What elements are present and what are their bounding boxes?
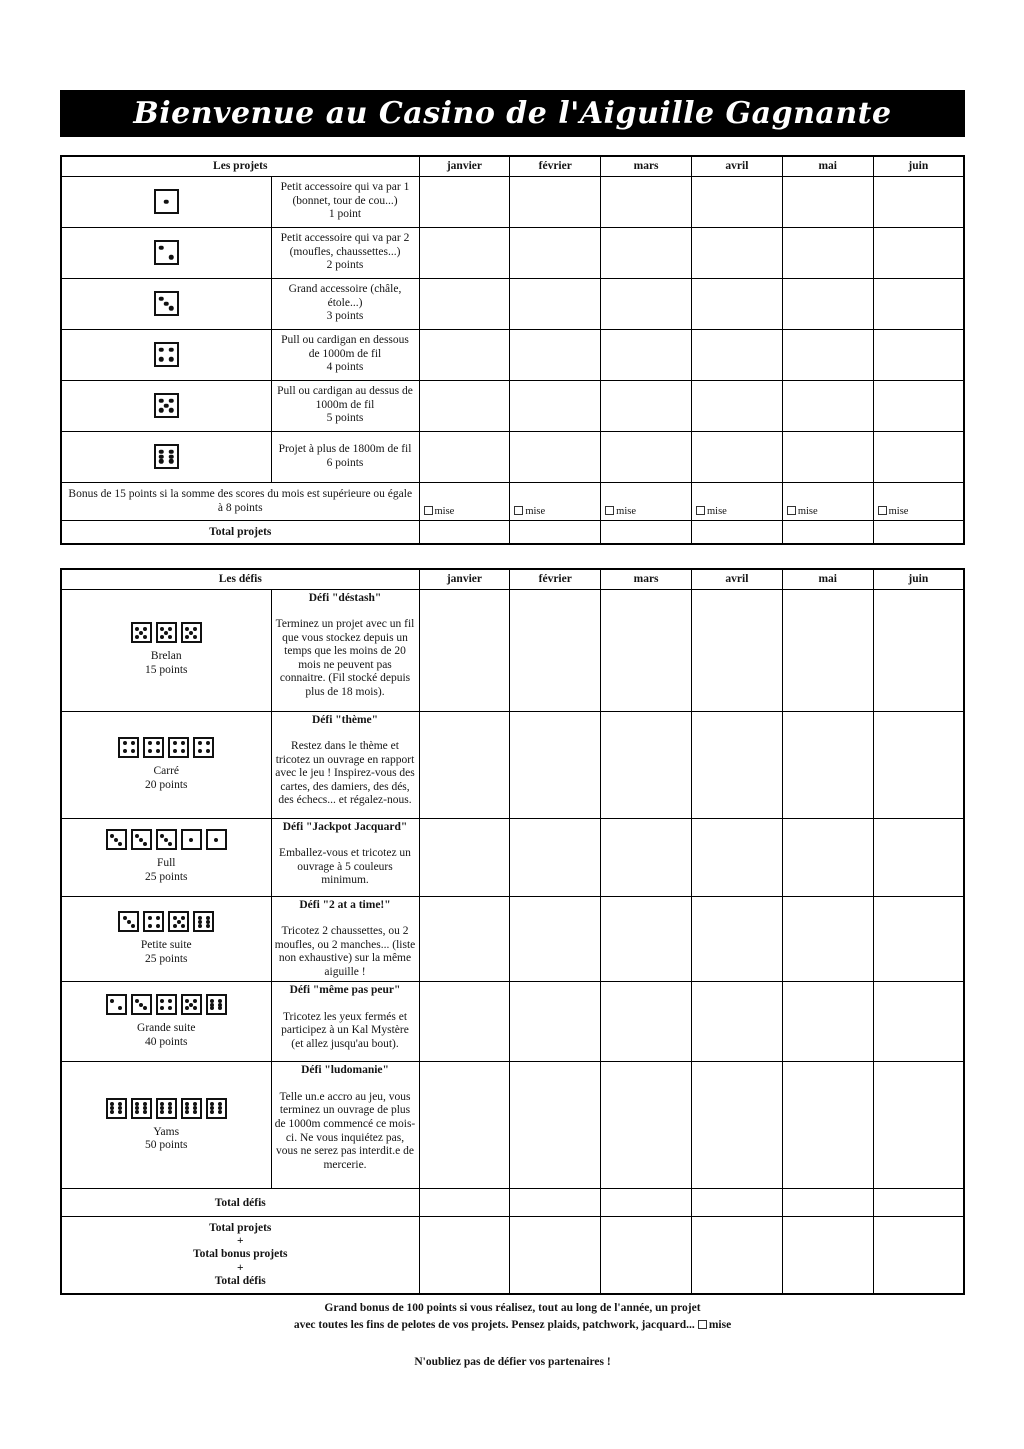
die-face-4: [156, 994, 177, 1015]
total-score-cell-juin: [873, 520, 964, 544]
project-points: 3 points: [326, 310, 364, 323]
total-score-cell-février: [510, 1189, 601, 1217]
die-face-3: [131, 994, 152, 1015]
total-score-cell-mars: [601, 1217, 692, 1294]
project-dice-cell: [61, 329, 271, 380]
score-cell-mars: [601, 278, 692, 329]
project-description: Projet à plus de 1800m de fil: [278, 442, 412, 455]
grand-total-row: [61, 1217, 964, 1294]
reminder-text: N'oubliez pas de défier vos partenaires !: [414, 1355, 611, 1368]
mise-cell-mai: [782, 482, 873, 520]
total-score-cell-février: [510, 520, 601, 544]
challenge-description-cell: [271, 982, 419, 1062]
challenge-name: Petite suite: [140, 939, 192, 952]
grand-bonus-line2-text: avec toutes les fins de pelotes de vos projets. Pensez plaids, patchwork, jacquard...: [293, 1318, 695, 1331]
month-header-février: février: [510, 569, 601, 589]
month-header-mai: mai: [782, 569, 873, 589]
challenge-text: Restez dans le thème et tricotez un ouvrage en rapport avec le jeu ! Inspirez-vous des cartes, des damiers, des dés, des échecs... et régalez-nous.: [275, 740, 415, 807]
mise-checkbox[interactable]: [878, 506, 887, 515]
project-dice-cell: [61, 380, 271, 431]
month-header-juin: juin: [873, 156, 964, 176]
project-description-cell: [271, 380, 419, 431]
die-face-6: [206, 1098, 227, 1119]
score-cell-février: [510, 227, 601, 278]
score-cell-avril: [691, 380, 782, 431]
total-score-cell-mars: [601, 1189, 692, 1217]
project-row: [61, 380, 964, 431]
score-cell-février: [510, 380, 601, 431]
challenge-text: Telle un.e accro au jeu, vous terminez un ouvrage de plus de 1000m commencé ce mois-ci. Ne vous inquiétez pas, vous ne serez pas interdit.e de mercerie.: [274, 1090, 416, 1171]
project-row: [61, 227, 964, 278]
die-face-2: [106, 994, 127, 1015]
challenge-name: Carré: [153, 764, 180, 777]
score-cell-mai: [782, 818, 873, 896]
score-cell-février: [510, 982, 601, 1062]
challenge-dice: [104, 1098, 229, 1119]
total-score-cell-juin: [873, 1217, 964, 1294]
total-score-cell-mai: [782, 1217, 873, 1294]
project-description: Petit accessoire qui va par 2 (moufles, chaussettes...): [280, 231, 410, 258]
die-face-6: [106, 1098, 127, 1119]
challenge-name: Grande suite: [137, 1022, 196, 1035]
mise-label: mise: [434, 505, 455, 517]
die-face-4: [168, 737, 189, 758]
score-cell-mai: [782, 589, 873, 711]
total-score-cell-avril: [691, 1189, 782, 1217]
challenge-description-cell: [271, 896, 419, 982]
score-cell-mars: [601, 711, 692, 818]
challenge-row: [61, 982, 964, 1062]
score-cell-mai: [782, 1062, 873, 1189]
month-header-avril: avril: [691, 569, 782, 589]
score-cell-avril: [691, 329, 782, 380]
month-header-janvier: janvier: [419, 569, 510, 589]
grand-bonus-line1: Grand bonus de 100 points si vous réalisez, tout au long de l'année, un projet: [324, 1301, 701, 1314]
mise-cell-février: [510, 482, 601, 520]
challenge-dice-cell: [61, 1062, 271, 1189]
die-face-4: [143, 737, 164, 758]
score-cell-mai: [782, 896, 873, 982]
challenge-name: Full: [156, 857, 176, 870]
score-cell-juin: [873, 329, 964, 380]
score-cell-mars: [601, 329, 692, 380]
challenge-row: [61, 1062, 964, 1189]
project-description-cell: [271, 227, 419, 278]
score-cell-mars: [601, 982, 692, 1062]
grand-total-label: [61, 1217, 419, 1294]
challenge-dice: [104, 994, 229, 1015]
score-cell-février: [510, 278, 601, 329]
challenge-points: 25 points: [145, 871, 188, 883]
score-cell-février: [510, 589, 601, 711]
score-cell-janvier: [419, 329, 510, 380]
score-cell-février: [510, 176, 601, 227]
challenge-description-cell: [271, 1062, 419, 1189]
score-cell-janvier: [419, 1062, 510, 1189]
challenges-total-label: Total défis: [61, 1189, 419, 1217]
score-cell-mars: [601, 176, 692, 227]
score-cell-mars: [601, 227, 692, 278]
challenge-text: Tricotez les yeux fermés et participez à un Kal Mystère (et allez jusqu'au bout).: [281, 1010, 409, 1050]
score-cell-juin: [873, 1062, 964, 1189]
mise-label: mise: [797, 505, 818, 517]
challenge-name: Yams: [153, 1125, 180, 1138]
score-cell-avril: [691, 589, 782, 711]
die-face-4: [193, 737, 214, 758]
die-face-6: [181, 1098, 202, 1119]
die-face-6: [131, 1098, 152, 1119]
content: [60, 0, 965, 1368]
score-cell-mai: [782, 431, 873, 482]
total-score-cell-mars: [601, 520, 692, 544]
score-cell-janvier: [419, 176, 510, 227]
project-points: 6 points: [326, 456, 364, 469]
total-score-cell-mai: [782, 1189, 873, 1217]
projects-table: [60, 155, 965, 545]
project-description-cell: [271, 329, 419, 380]
grand-bonus-note: [60, 1300, 965, 1334]
score-cell-janvier: [419, 982, 510, 1062]
project-description: Petit accessoire qui va par 1 (bonnet, tour de cou...): [280, 180, 410, 207]
score-cell-juin: [873, 896, 964, 982]
score-cell-mai: [782, 982, 873, 1062]
project-row: [61, 431, 964, 482]
grand-total-line: +: [236, 1261, 244, 1274]
challenge-row: [61, 711, 964, 818]
challenge-row: [61, 818, 964, 896]
project-row: [61, 329, 964, 380]
die-face-6: [193, 911, 214, 932]
project-row: [61, 176, 964, 227]
score-cell-mai: [782, 227, 873, 278]
project-points: 5 points: [326, 412, 364, 425]
score-cell-février: [510, 329, 601, 380]
score-cell-mars: [601, 380, 692, 431]
project-description-cell: [271, 431, 419, 482]
spacer: [60, 137, 965, 155]
projects-header-row: [61, 156, 964, 176]
score-cell-janvier: [419, 380, 510, 431]
challenge-title: Défi "même pas peur": [289, 984, 401, 997]
spacer: [60, 545, 965, 568]
challenge-text: Tricotez 2 chaussettes, ou 2 moufles, ou 2 manches... (liste non exhaustive) sur la même aiguille !: [274, 925, 416, 978]
total-score-cell-janvier: [419, 1189, 510, 1217]
challenge-dice: [116, 737, 216, 758]
title-banner: [60, 90, 965, 137]
mise-cell-juin: [873, 482, 964, 520]
project-dice: [152, 291, 181, 316]
month-header-mars: mars: [601, 156, 692, 176]
score-cell-janvier: [419, 589, 510, 711]
score-cell-mai: [782, 711, 873, 818]
challenges-header-row: [61, 569, 964, 589]
score-cell-avril: [691, 1062, 782, 1189]
grand-total-line: Total projets: [209, 1222, 272, 1235]
challenge-description-cell: [271, 818, 419, 896]
score-cell-janvier: [419, 818, 510, 896]
score-cell-janvier: [419, 431, 510, 482]
mise-checkbox[interactable]: [787, 506, 796, 515]
mise-cell-mars: [601, 482, 692, 520]
score-cell-juin: [873, 278, 964, 329]
score-cell-mai: [782, 278, 873, 329]
challenge-description-cell: [271, 711, 419, 818]
month-header-janvier: janvier: [419, 156, 510, 176]
challenge-points: 50 points: [145, 1139, 188, 1152]
die-face-3: [118, 911, 139, 932]
project-row: [61, 278, 964, 329]
mise-label: mise: [706, 505, 727, 517]
grand-total-line: Total bonus projets: [192, 1248, 288, 1261]
challenge-dice: [116, 911, 216, 932]
score-cell-avril: [691, 431, 782, 482]
score-cell-mars: [601, 1062, 692, 1189]
project-dice: [152, 342, 181, 367]
mise-checkbox[interactable]: [514, 506, 523, 515]
challenge-title: Défi "déstash": [308, 591, 382, 604]
score-cell-mai: [782, 380, 873, 431]
challenge-dice-cell: [61, 818, 271, 896]
mise-label: mise: [525, 505, 546, 517]
challenge-row: [61, 896, 964, 982]
mise-cell-janvier: [419, 482, 510, 520]
score-cell-juin: [873, 380, 964, 431]
project-dice: [152, 189, 181, 214]
total-score-cell-juin: [873, 1189, 964, 1217]
die-face-1: [181, 829, 202, 850]
challenge-text: Emballez-vous et tricotez un ouvrage à 5 couleurs minimum.: [279, 847, 411, 887]
score-cell-mai: [782, 176, 873, 227]
project-description-cell: [271, 278, 419, 329]
die-face-5: [181, 994, 202, 1015]
score-cell-janvier: [419, 227, 510, 278]
score-cell-avril: [691, 982, 782, 1062]
score-cell-février: [510, 711, 601, 818]
challenges-section-title: Les défis: [61, 569, 419, 589]
grand-bonus-mise-label: mise: [708, 1318, 732, 1331]
mise-label: mise: [616, 505, 636, 517]
month-header-mars: mars: [601, 569, 692, 589]
die-face-4: [118, 737, 139, 758]
score-cell-avril: [691, 818, 782, 896]
project-dice-cell: [61, 227, 271, 278]
project-dice-cell: [61, 431, 271, 482]
die-face-4: [154, 342, 179, 367]
score-cell-avril: [691, 278, 782, 329]
die-face-2: [154, 240, 179, 265]
challenge-description-cell: [271, 589, 419, 711]
die-face-6: [206, 994, 227, 1015]
score-cell-avril: [691, 227, 782, 278]
score-cell-juin: [873, 818, 964, 896]
score-cell-juin: [873, 176, 964, 227]
project-points: 1 point: [328, 208, 362, 221]
challenge-dice-cell: [61, 896, 271, 982]
challenges-table: [60, 568, 965, 1295]
month-header-avril: avril: [691, 156, 782, 176]
projects-total-label: Total projets: [61, 520, 419, 544]
score-cell-janvier: [419, 278, 510, 329]
die-face-6: [154, 444, 179, 469]
bonus-row: [61, 482, 964, 520]
score-cell-janvier: [419, 896, 510, 982]
challenge-title: Défi "2 at a time!": [299, 898, 391, 911]
project-description: Pull ou cardigan au dessus de 1000m de fil: [277, 384, 413, 411]
mise-label: mise: [888, 505, 909, 517]
score-cell-avril: [691, 896, 782, 982]
challenge-dice-cell: [61, 711, 271, 818]
grand-bonus-line2: [60, 1317, 965, 1334]
grand-total-line: +: [236, 1235, 244, 1248]
die-face-5: [154, 393, 179, 418]
score-cell-avril: [691, 711, 782, 818]
score-cell-juin: [873, 982, 964, 1062]
grand-bonus-mise-checkbox[interactable]: [698, 1320, 707, 1329]
grand-total-line: Total défis: [214, 1274, 266, 1287]
score-cell-mars: [601, 431, 692, 482]
month-header-juin: juin: [873, 569, 964, 589]
projects-total-row: [61, 520, 964, 544]
challenge-title: Défi "thème": [311, 713, 379, 726]
score-cell-mars: [601, 896, 692, 982]
projects-section-title: Les projets: [61, 156, 419, 176]
project-description-cell: [271, 176, 419, 227]
total-score-cell-avril: [691, 520, 782, 544]
score-cell-mars: [601, 589, 692, 711]
project-dice: [152, 393, 181, 418]
mise-checkbox[interactable]: [696, 506, 705, 515]
challenge-dice-cell: [61, 589, 271, 711]
project-description: Pull ou cardigan en dessous de 1000m de fil: [281, 333, 409, 360]
die-face-3: [131, 829, 152, 850]
challenge-points: 15 points: [145, 664, 188, 676]
mise-cell-avril: [691, 482, 782, 520]
score-cell-avril: [691, 176, 782, 227]
die-face-5: [168, 911, 189, 932]
challenge-dice-cell: [61, 982, 271, 1062]
die-face-5: [131, 622, 152, 643]
die-face-5: [181, 622, 202, 643]
challenge-title: Défi "ludomanie": [301, 1064, 389, 1077]
project-points: 4 points: [326, 361, 364, 374]
score-cell-mai: [782, 329, 873, 380]
die-face-3: [106, 829, 127, 850]
score-cell-juin: [873, 711, 964, 818]
challenge-text: Terminez un projet avec un fil que vous stockez depuis un temps que les moins de 20 mois ne peuvent pas connaitre. (Fil stocké depuis plus de 18 mois).: [275, 618, 415, 698]
die-face-3: [156, 829, 177, 850]
project-description: Grand accessoire (châle, étole...): [288, 282, 402, 309]
score-cell-février: [510, 1062, 601, 1189]
score-cell-février: [510, 818, 601, 896]
month-header-mai: mai: [782, 156, 873, 176]
month-header-février: février: [510, 156, 601, 176]
score-cell-janvier: [419, 711, 510, 818]
total-score-cell-février: [510, 1217, 601, 1294]
project-dice-cell: [61, 176, 271, 227]
project-dice-cell: [61, 278, 271, 329]
total-score-cell-mai: [782, 520, 873, 544]
score-cell-mars: [601, 818, 692, 896]
total-score-cell-janvier: [419, 520, 510, 544]
project-dice: [152, 240, 181, 265]
score-cell-juin: [873, 431, 964, 482]
die-face-6: [156, 1098, 177, 1119]
challenges-total-row: [61, 1189, 964, 1217]
challenge-points: 20 points: [145, 778, 188, 791]
bonus-text: Bonus de 15 points si la somme des scores du mois est supérieure ou égale à 8 points: [61, 482, 419, 520]
challenge-row: [61, 589, 964, 711]
score-cell-juin: [873, 589, 964, 711]
die-face-5: [156, 622, 177, 643]
total-score-cell-avril: [691, 1217, 782, 1294]
score-cell-février: [510, 896, 601, 982]
die-face-1: [206, 829, 227, 850]
challenge-title: Défi "Jackpot Jacquard": [282, 820, 408, 833]
total-score-cell-janvier: [419, 1217, 510, 1294]
challenge-dice: [104, 829, 229, 850]
project-dice: [152, 444, 181, 469]
die-face-1: [154, 189, 179, 214]
project-points: 2 points: [326, 259, 364, 272]
mise-checkbox[interactable]: [424, 506, 433, 515]
challenge-points: 40 points: [145, 1035, 188, 1048]
score-cell-juin: [873, 227, 964, 278]
challenge-name: Brelan: [150, 650, 182, 663]
die-face-4: [143, 911, 164, 932]
challenge-dice: [129, 622, 204, 643]
score-cell-février: [510, 431, 601, 482]
page-title: Bienvenue au Casino de l'Aiguille Gagnante: [133, 96, 892, 131]
die-face-3: [154, 291, 179, 316]
challenge-points: 25 points: [145, 952, 188, 965]
mise-checkbox[interactable]: [605, 506, 614, 515]
